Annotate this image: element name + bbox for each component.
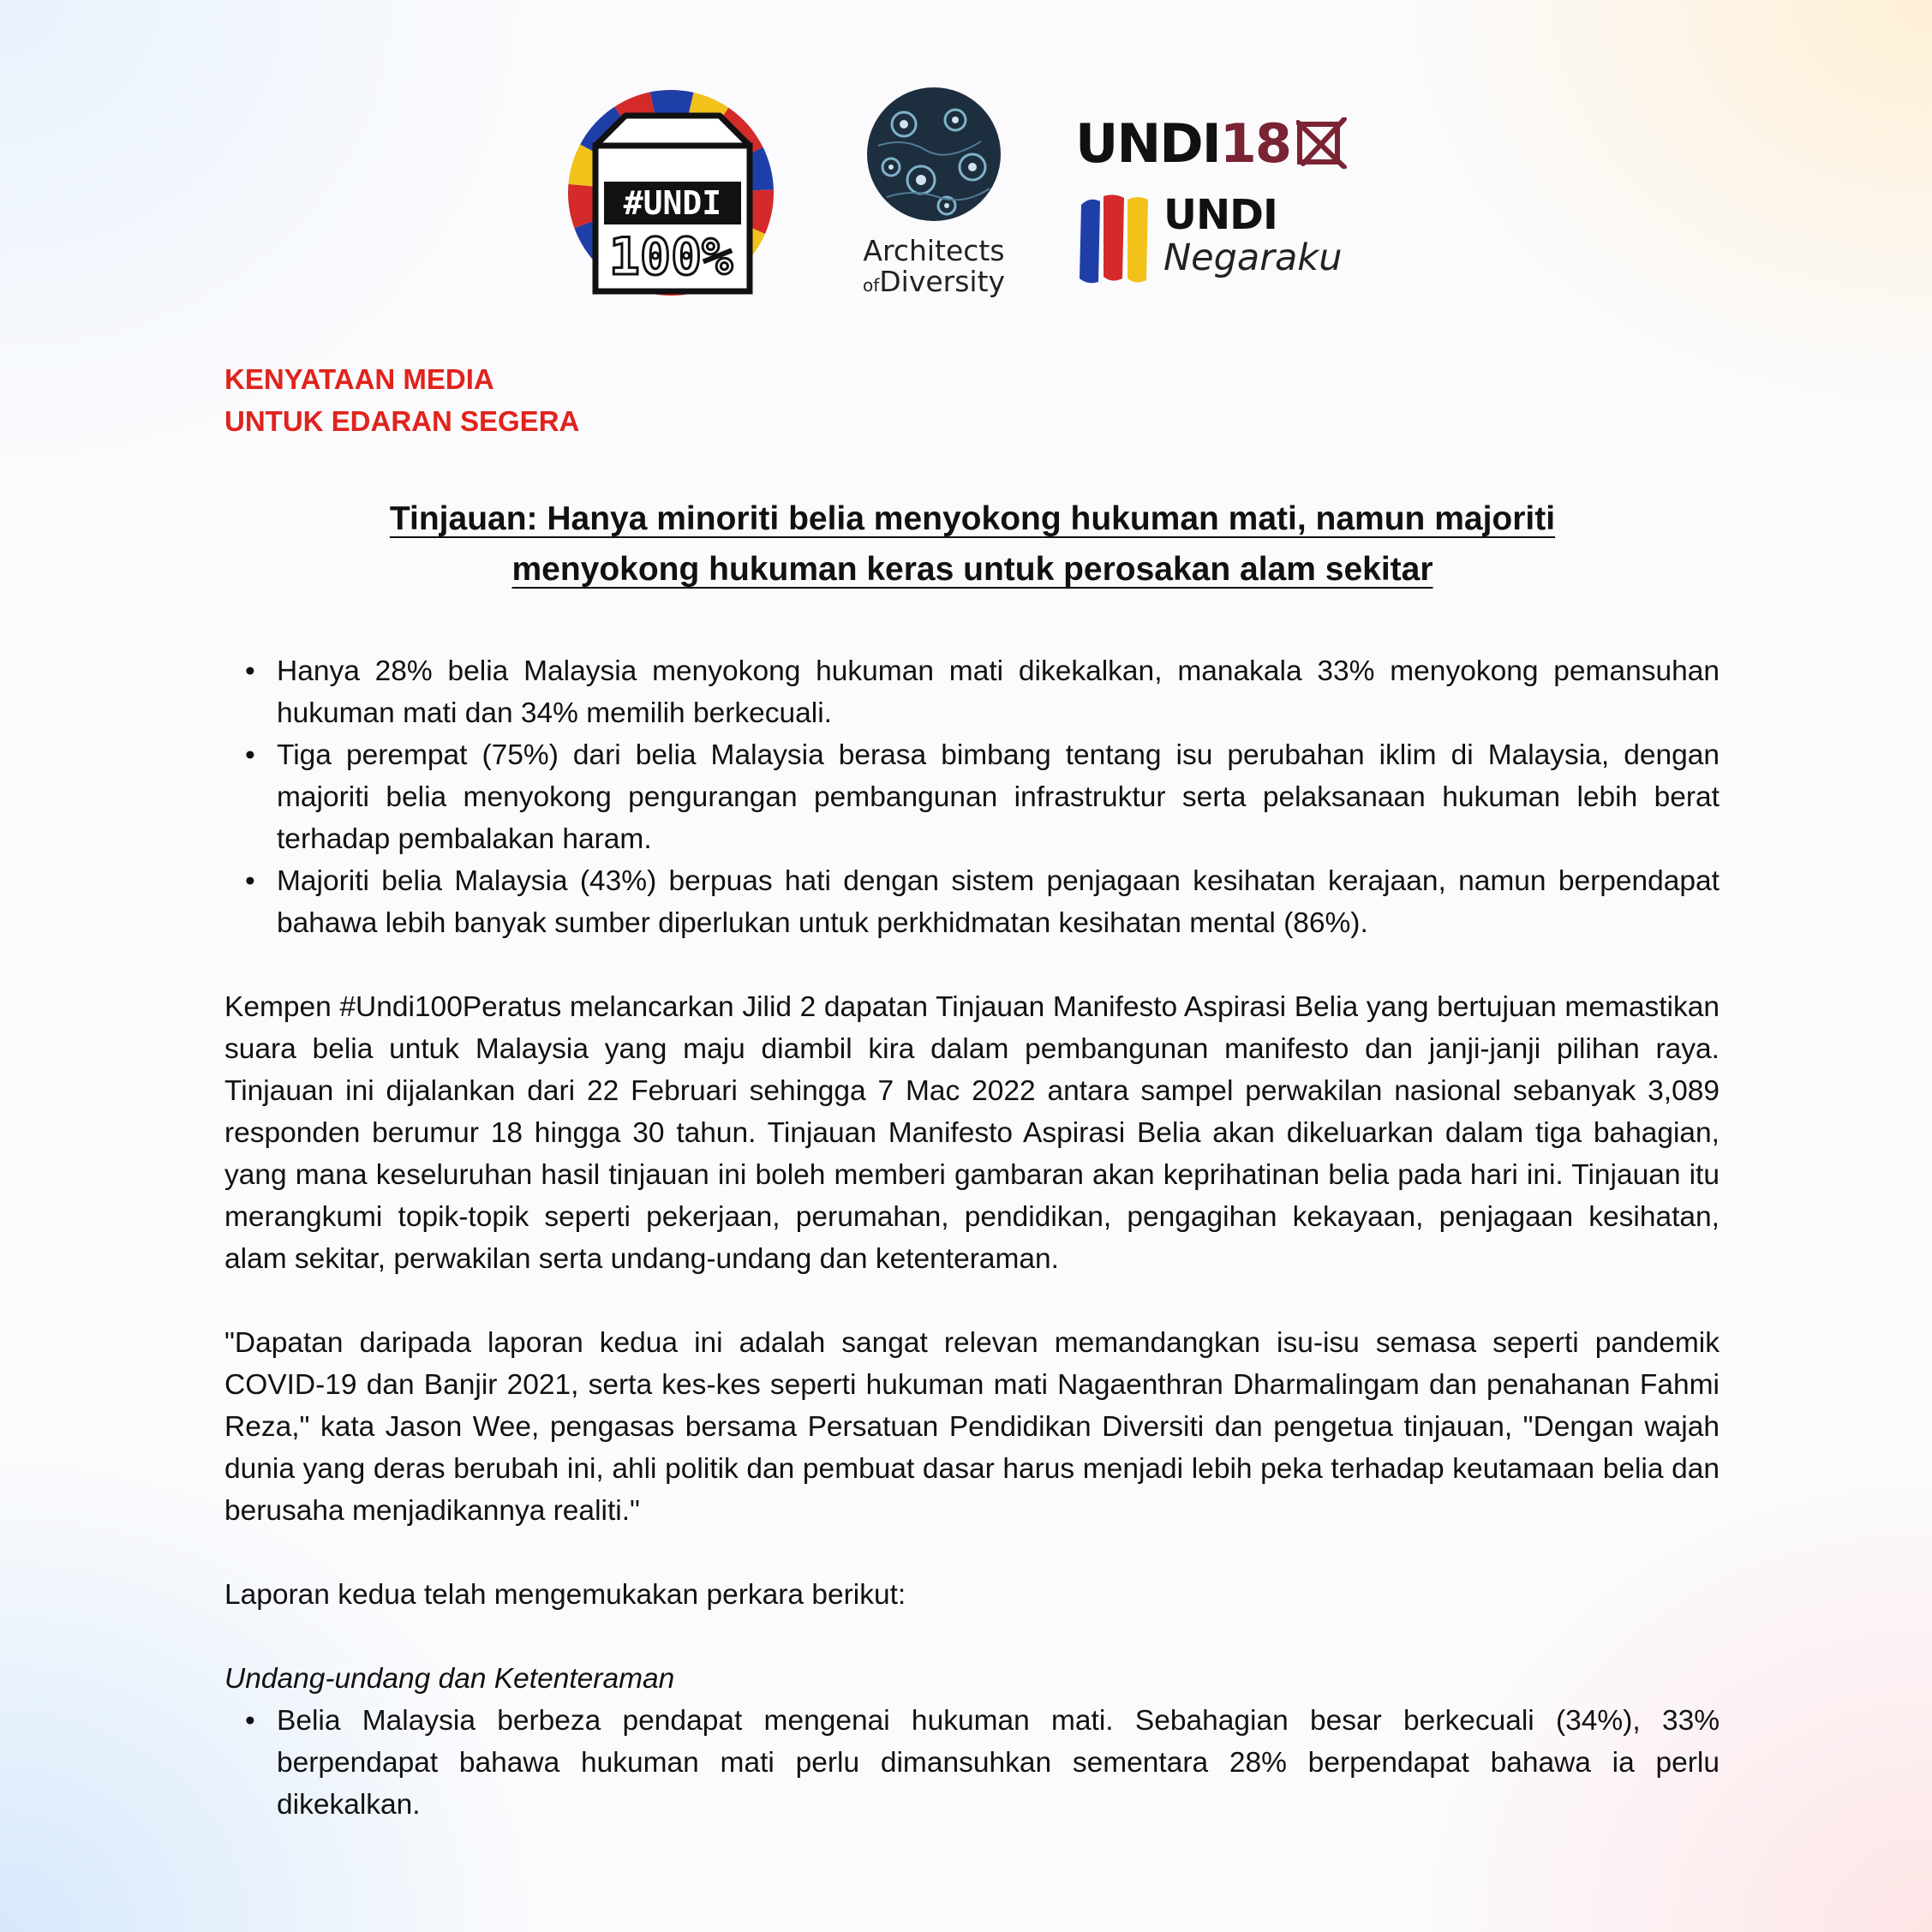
undi-negaraku-logo [1078, 188, 1361, 291]
headline-line1: Tinjauan: Hanya minoriti belia menyokong hukuman mati, namun majoriti [389, 500, 1556, 537]
paragraph-quote: "Dapatan daripada laporan kedua ini adalah sangat relevan memandangkan isu-isu semasa seperti pandemik COVID-19 dan Banjir 2021, serta kes-kes seperti hukuman mati Nagaenthran Dharmalingam dan penahanan Fahmi Reza," kata Jason Wee, pengasas bersama Persatuan Pendidikan Diversiti dan pengetua tinjauan, "Dengan wajah dunia yang deras berubah ini, ahli politik dan pembuat dasar harus menjadi lebih peka terhadap keutamaan belia dan berusaha menjadikannya realiti." [224, 1327, 1720, 1527]
paragraph-campaign: Kempen #Undi100Peratus melancarkan Jilid 2 dapatan Tinjauan Manifesto Aspirasi Belia yang bertujuan memastikan suara belia untuk Malaysia yang maju diambil kira dalam pembangunan manifesto dan janji-janji pilihan raya. Tinjauan ini dijalankan dari 22 Februari sehingga 7 Mac 2022 antara sampel perwakilan nasional sebanyak 3,089 responden berumur 18 hingga 30 tahun. Tinjauan Manifesto Aspirasi Belia akan dikeluarkan dalam tiga bahagian, yang mana keseluruhan hasil tinjauan ini boleh memberi gambaran akan keprihatinan belia pada hari ini. Tinjauan itu merangkumi topik-topik seperti pekerjaan, perumahan, pendidikan, pengagihan kekayaan, penjagaan kesihatan, alam sekitar, perwakilan serta undang-undang dan ketenteraman. [224, 991, 1720, 1275]
aod-line1: Architects [863, 234, 1005, 267]
highlights-list [224, 650, 1720, 944]
ballot-cross-icon [1296, 117, 1348, 169]
undi100-hashtag: #UNDI [623, 184, 722, 222]
undi18-number: 18 [1219, 112, 1291, 175]
undi18-logo [1075, 110, 1349, 178]
highlight-item: • Tiga perempat (75%) dari belia Malaysia berasa bimbang tentang isu perubahan iklim di Malaysia, dengan majoriti belia menyokong pengurangan pembangunan infrastruktur serta pelaksanaan hukuman lebih berat terhadap pembalakan haram. [277, 734, 1720, 860]
batik-circle-icon [852, 86, 1015, 231]
section-title: Undang-undang dan Ketenteraman [224, 1663, 675, 1695]
label-line1: KENYATAAN MEDIA [224, 363, 494, 395]
headline [224, 493, 1720, 595]
section-list [224, 1700, 1720, 1826]
undi100-logo [561, 86, 781, 300]
section-item: • Belia Malaysia berbeza pendapat mengenai hukuman mati. Sebahagian besar berkecuali (34%), 33% berpendapat bahawa hukuman mati perlu dimansuhkan sementara 28% berpendapat bahawa ia perlu dikekalkan. [277, 1700, 1720, 1826]
negaraku-undi: UNDI [1163, 191, 1277, 239]
undi18-text: UNDI [1075, 112, 1220, 175]
highlight-item: • Majoriti belia Malaysia (43%) berpuas hati dengan sistem penjagaan kesihatan kerajaan, namun berpendapat bahawa lebih banyak sumber diperlukan untuk perkhidmatan kesihatan mental (86%). [277, 860, 1720, 944]
architects-of-diversity-logo [852, 86, 1015, 304]
brush-flag-icon [1078, 193, 1155, 285]
label-line2: UNTUK EDARAN SEGERA [224, 405, 580, 437]
undi100-percent: 100% [608, 227, 733, 287]
logo-bar [0, 0, 1932, 308]
media-statement-label [224, 358, 579, 442]
article-body [224, 650, 1720, 1826]
headline-line2: menyokong hukuman keras untuk perosakan alam sekitar [511, 551, 1433, 588]
aod-of: of [862, 275, 880, 296]
highlight-item: • Hanya 28% belia Malaysia menyokong hukuman mati dikekalkan, manakala 33% menyokong pemansuhan hukuman mati dan 34% memilih berkecuali. [277, 650, 1720, 734]
negaraku-word: Negaraku [1163, 236, 1343, 279]
aod-line2: Diversity [879, 265, 1006, 298]
paragraph-intro: Laporan kedua telah mengemukakan perkara berikut: [224, 1579, 906, 1611]
